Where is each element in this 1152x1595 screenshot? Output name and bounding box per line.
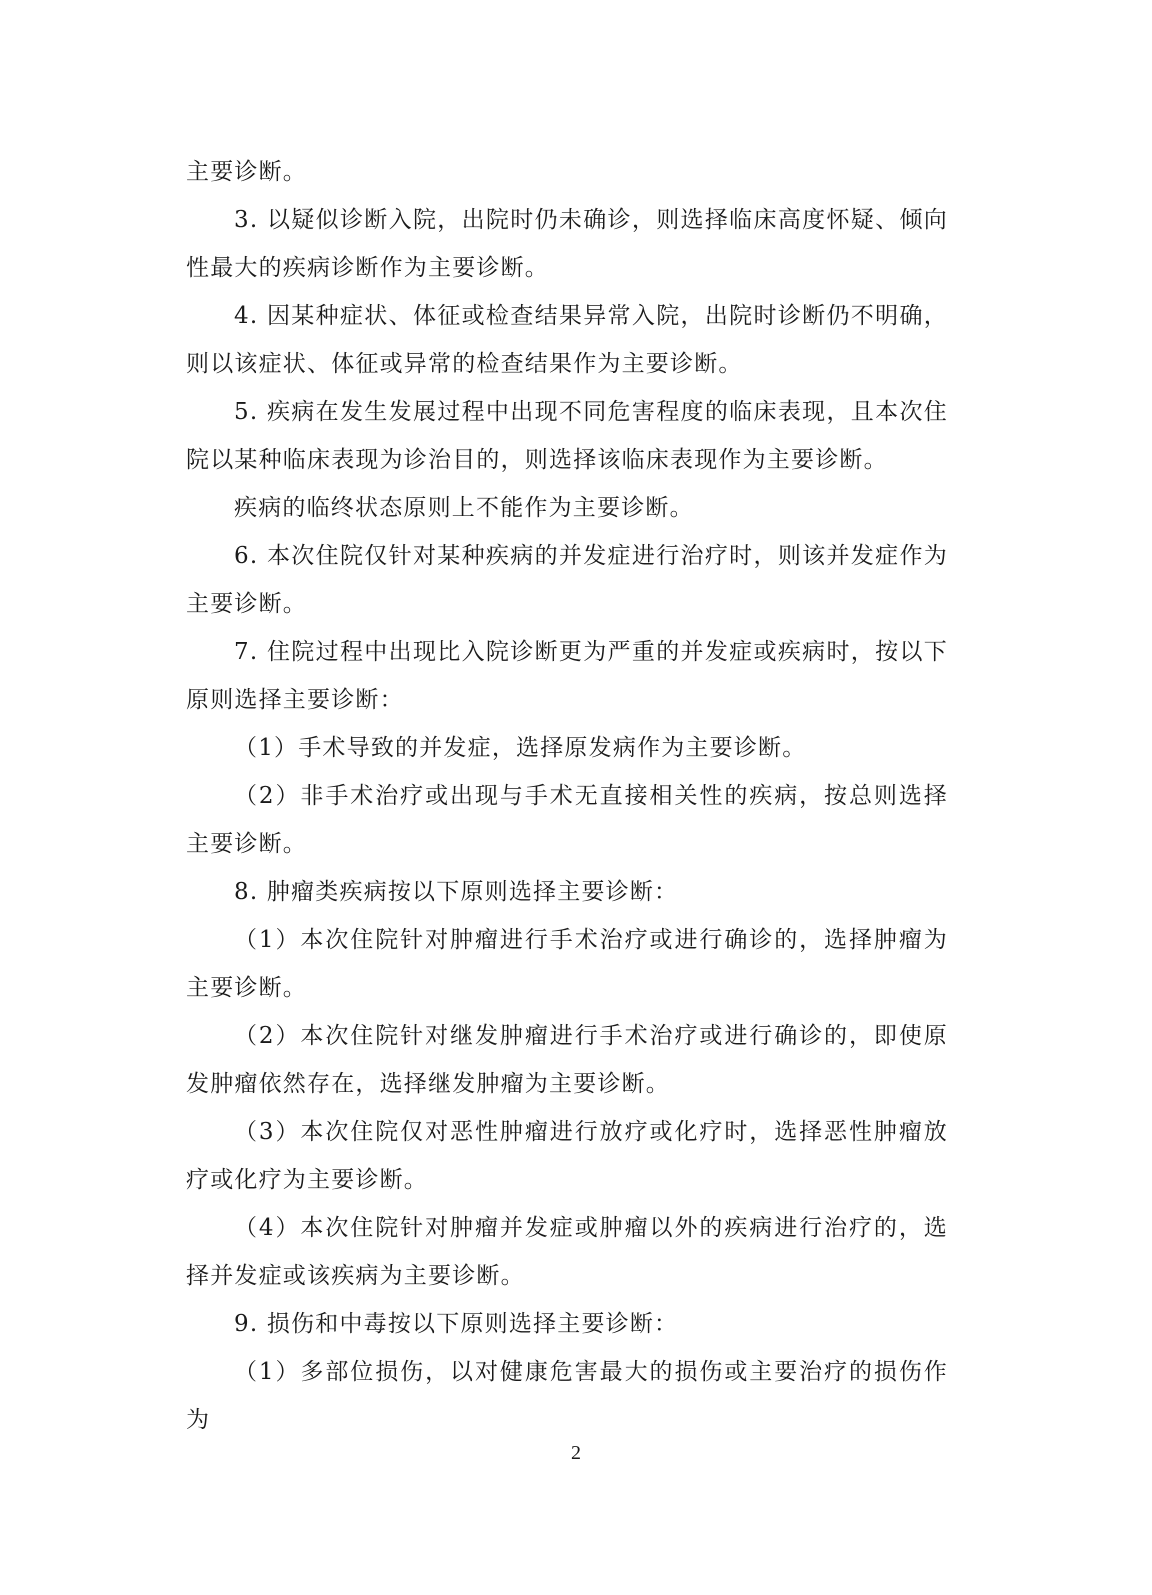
paragraph-item-4: 4. 因某种症状、体征或检查结果异常入院，出院时诊断仍不明确，则以该症状、体征或异常的检查结果作为主要诊断。 [186,303,948,377]
paragraph-terminal-state-note: 疾病的临终状态原则上不能作为主要诊断。 [234,495,694,521]
paragraph-item-9-1: （1）多部位损伤，以对健康危害最大的损伤或主要治疗的损伤作为 [186,1359,948,1433]
paragraph-item-8-2: （2）本次住院针对继发肿瘤进行手术治疗或进行确诊的，即使原发肿瘤依然存在，选择继发肿瘤为主要诊断。 [186,1023,948,1097]
paragraph-item-5: 5. 疾病在发生发展过程中出现不同危害程度的临床表现，且本次住院以某种临床表现为诊治目的，则选择该临床表现作为主要诊断。 [186,399,948,473]
paragraph-item-8: 8. 肿瘤类疾病按以下原则选择主要诊断： [234,879,679,905]
paragraph-item-8-4: （4）本次住院针对肿瘤并发症或肿瘤以外的疾病进行治疗的，选择并发症或该疾病为主要诊断。 [186,1215,948,1289]
document-body [186,148,948,1444]
paragraph-item-7-1: （1）手术导致的并发症，选择原发病作为主要诊断。 [234,735,807,761]
paragraph-item-7-2: （2）非手术治疗或出现与手术无直接相关性的疾病，按总则选择主要诊断。 [186,783,948,857]
paragraph-item-9: 9. 损伤和中毒按以下原则选择主要诊断： [234,1311,679,1337]
paragraph-item-7: 7. 住院过程中出现比入院诊断更为严重的并发症或疾病时，按以下原则选择主要诊断： [186,639,948,713]
paragraph-item-8-3: （3）本次住院仅对恶性肿瘤进行放疗或化疗时，选择恶性肿瘤放疗或化疗为主要诊断。 [186,1119,948,1193]
paragraph-item-6: 6. 本次住院仅针对某种疾病的并发症进行治疗时，则该并发症作为主要诊断。 [186,543,948,617]
paragraph-item-8-1: （1）本次住院针对肿瘤进行手术治疗或进行确诊的，选择肿瘤为主要诊断。 [186,927,948,1001]
page-number: 2 [571,1442,581,1464]
paragraph-item-3: 3. 以疑似诊断入院，出院时仍未确诊，则选择临床高度怀疑、倾向性最大的疾病诊断作为主要诊断。 [186,207,948,281]
paragraph-continuation: 主要诊断。 [186,159,307,185]
